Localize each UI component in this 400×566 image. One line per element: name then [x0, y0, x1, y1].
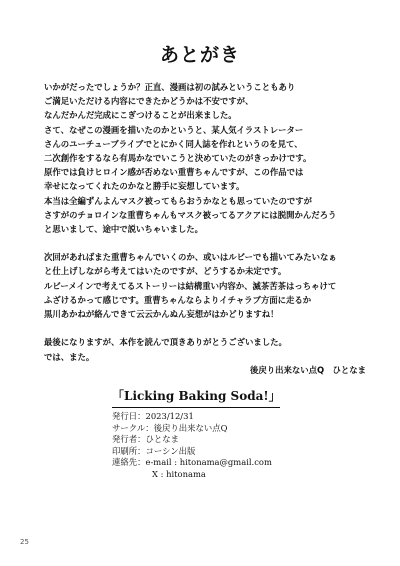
body-line: さすがのチョロインな重曹ちゃんもマスク被ってるアクアには脱開かんだろう	[44, 209, 337, 220]
body-line: 次回があればまた重曹ちゃんでいくのか、或いはルビーでも描いてみたいなぁ	[44, 252, 337, 263]
colophon-contact-email: 連絡先：e-mail : hitonama@gmail.com	[112, 457, 272, 468]
body-line: 黒川あかねが絡んできて云云かんぬん妄想がはかどりますね！	[44, 309, 279, 319]
colophon-circle: サークル：後戻り出来ない点Q	[112, 422, 228, 433]
author-signature: 後戻り出来ない点Q ひとなま	[250, 365, 366, 375]
body-line: 本当は全編ずんよんマスク被ってもらおうかなとも思っていたのですが	[44, 195, 312, 206]
body-line: と思いまして、途中で説いちゃいました。	[44, 223, 203, 234]
afterword-body	[44, 80, 364, 364]
body-line: 原作では負けヒロイン感が否めない重曹ちゃんですが、この作品では	[44, 167, 304, 178]
body-line: 二次創作をするなら有馬かなでいこうと決めていたのがきっかけです。	[44, 152, 312, 163]
colophon-printer: 印刷所：コーシン出版	[112, 445, 196, 456]
page-number: 25	[20, 538, 29, 546]
body-line: ルビーメインで考えてるストーリーは結構重い内容か、滅茶苦茶はっちゃけて	[44, 280, 337, 291]
body-line: では、また。	[44, 351, 95, 362]
colophon	[112, 386, 280, 481]
colophon-contact-x: X : hitonama	[152, 468, 206, 479]
body-line: 幸せになってくれたのかなと勝手に妄想しています。	[44, 181, 245, 192]
colophon-title: 「Licking Baking Soda!」	[112, 389, 281, 403]
body-line: いかがだったでしょうか？正直、漫画は初の試みということもあり	[44, 82, 296, 92]
colophon-divider	[112, 407, 280, 408]
body-line: なんだかんだ完成にこぎつけることが出来ました。	[44, 110, 237, 121]
body-line: 最後になりますが、本作を読んで頂きありがとうございました。	[44, 337, 287, 348]
body-line: さんのユーチューブライブでとにかく同人誌を作れというのを見て、	[44, 138, 303, 149]
paragraph-gap	[44, 321, 364, 335]
colophon-issue-date: 発行日：2023/12/31	[112, 411, 194, 421]
body-line: ふざけるかって感じです。重曹ちゃんならよりイチャラブ方面に走るか	[44, 294, 312, 305]
body-line: さて、なぜこの漫画を描いたのかというと、某人気イラストレーター	[44, 124, 304, 135]
body-line: と仕上げしながら考えてはいたのですが、どうするか未定です。	[44, 266, 287, 277]
page-title: あとがき	[159, 44, 240, 66]
colophon-publisher: 発行者：ひとなま	[112, 434, 179, 445]
paragraph-gap	[44, 236, 364, 250]
body-line: ご満足いただける内容にできたかどうかは不安ですが、	[44, 96, 254, 107]
